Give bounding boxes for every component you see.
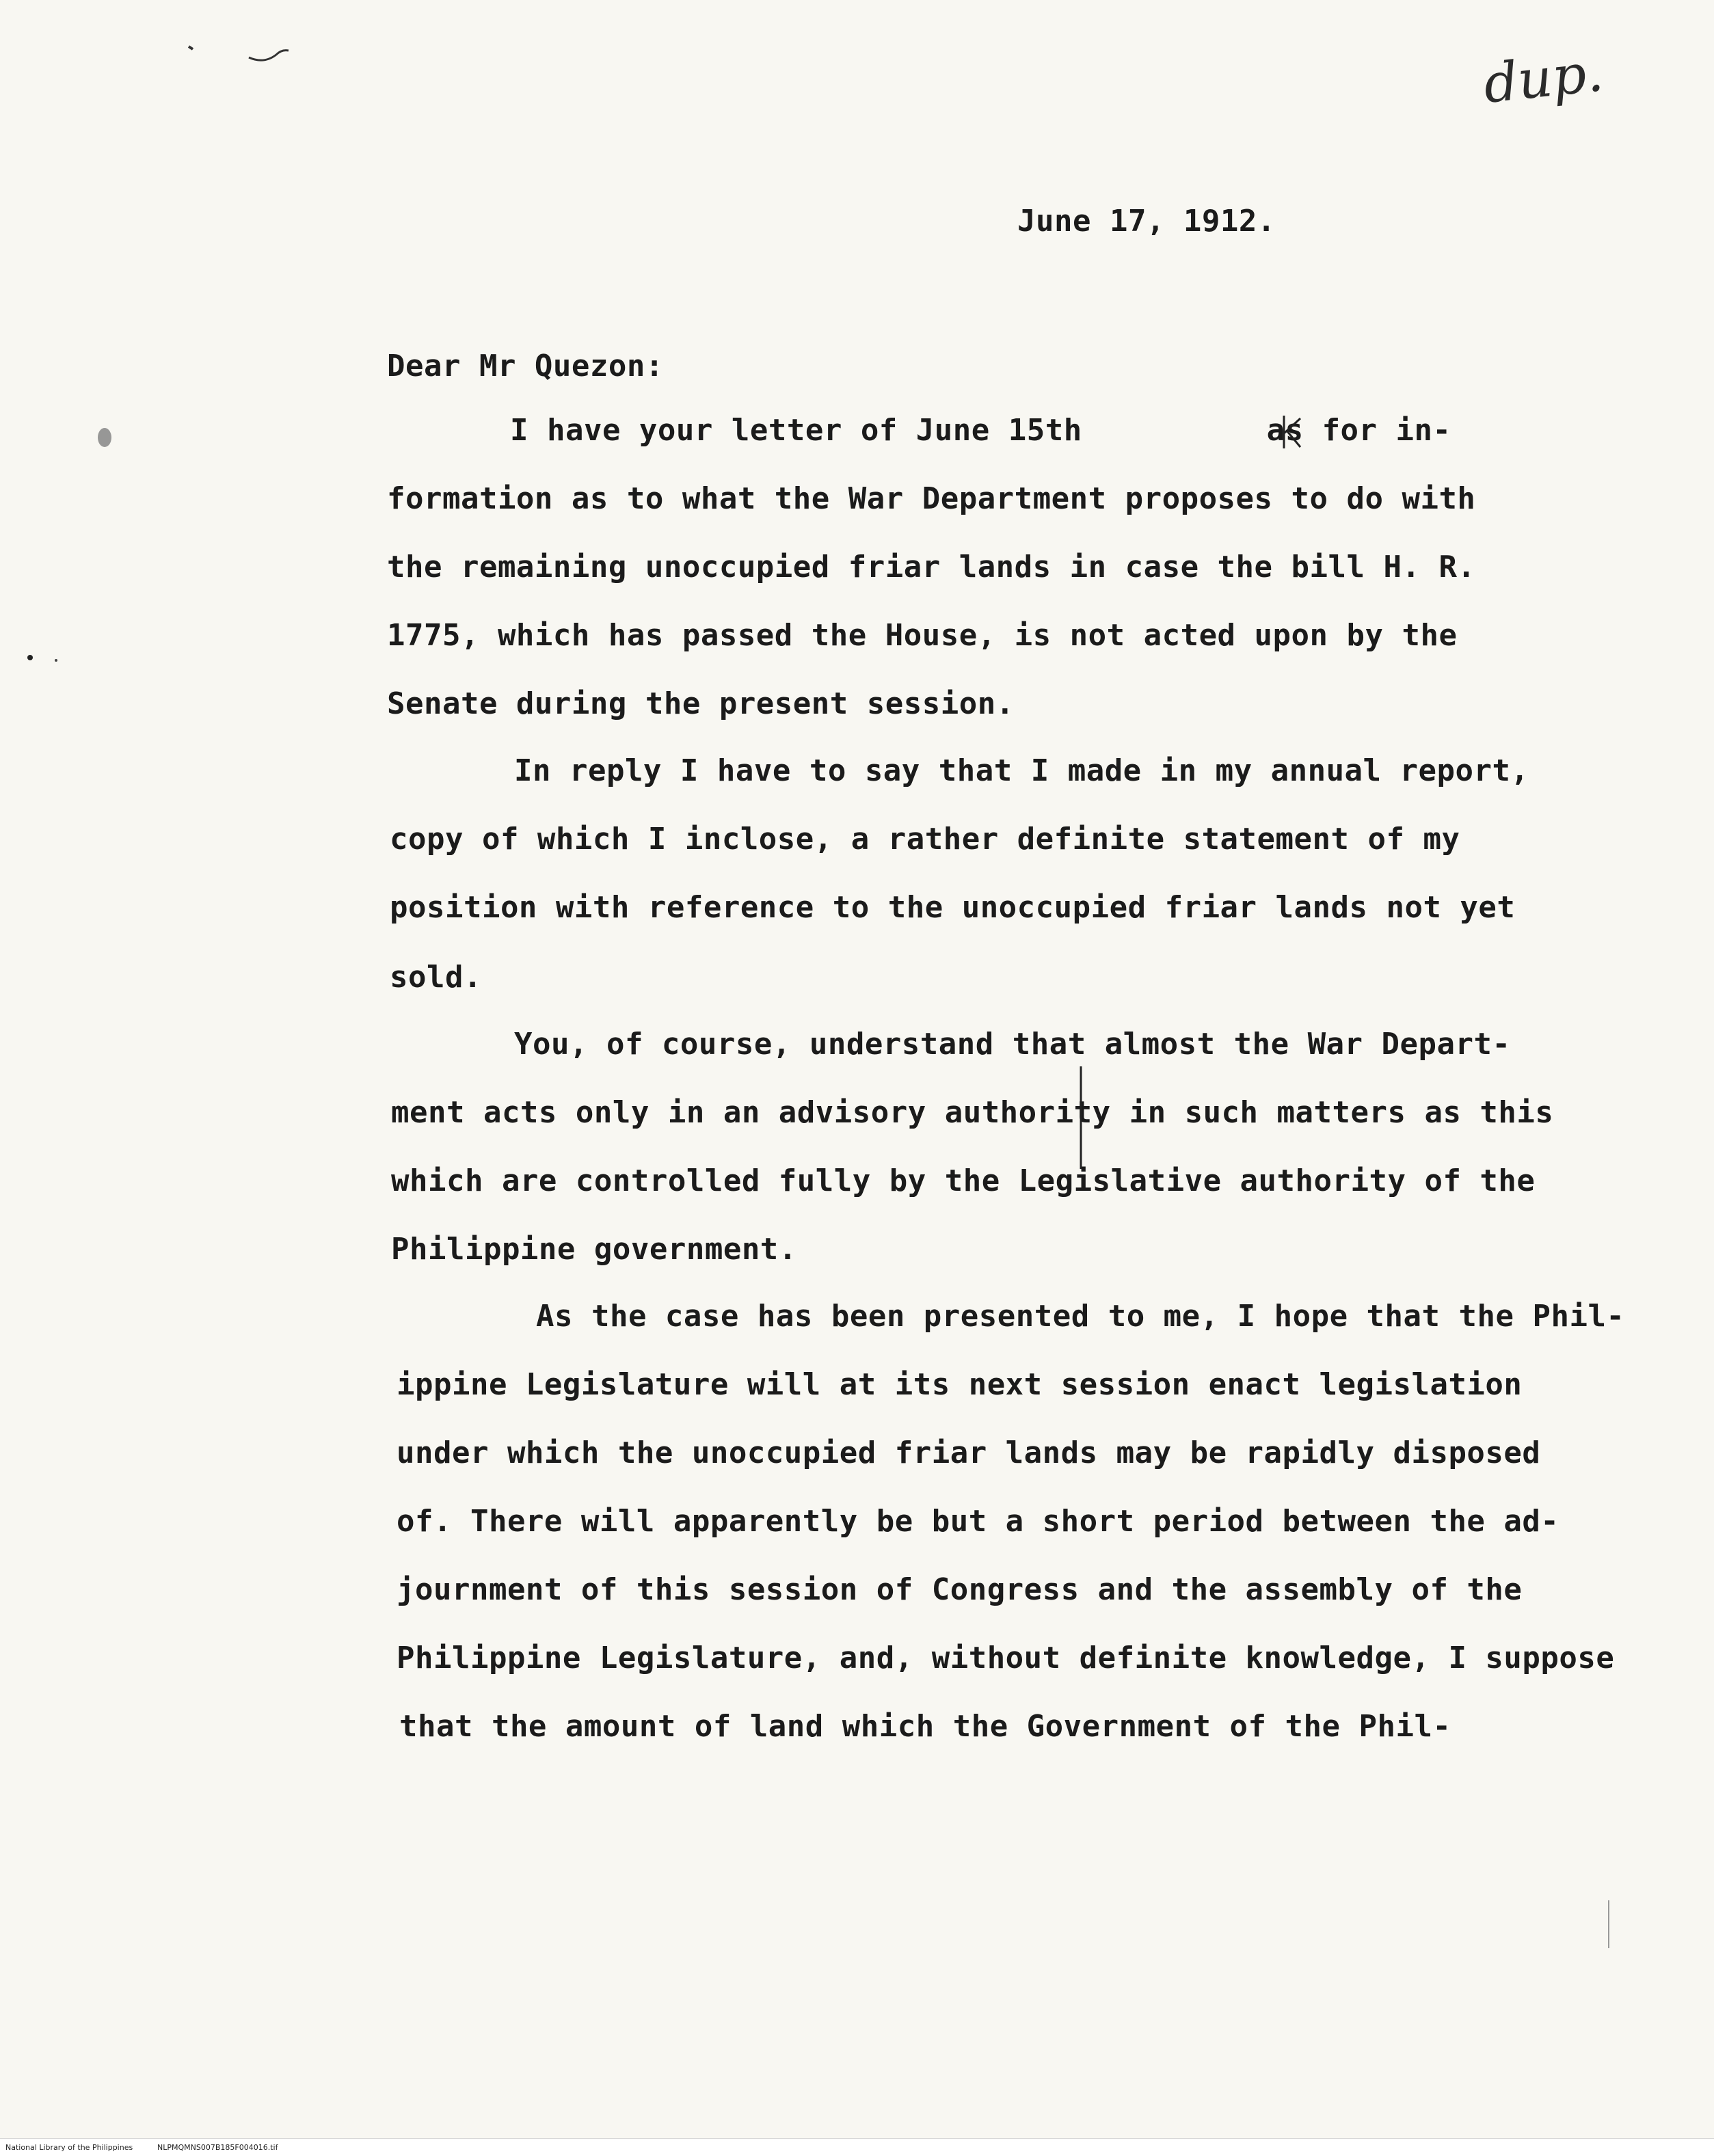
body-line: which are controlled fully by the Legislative authority of the xyxy=(391,1163,1536,1198)
handwritten-correction-k xyxy=(1277,413,1304,451)
body-line: Philippine Legislature, and, without definite knowledge, I suppose xyxy=(397,1641,1615,1675)
body-line: under which the unoccupied friar lands may be rapidly disposed xyxy=(397,1436,1541,1470)
pen-scribble-mark xyxy=(183,34,299,75)
body-line: Philippine government. xyxy=(391,1232,797,1267)
body-line: 1775, which has passed the House, is not acted upon by the xyxy=(387,618,1458,653)
body-line: that the amount of land which the Government of the Phil- xyxy=(399,1709,1451,1744)
body-line: copy of which I inclose, a rather definite statement of my xyxy=(390,822,1460,857)
letter-salutation: Dear Mr Quezon: xyxy=(387,349,664,383)
body-line: formation as to what the War Department proposes to do with xyxy=(387,481,1476,516)
body-line: the remaining unoccupied friar lands in case the bill H. R. xyxy=(387,550,1476,584)
margin-tick xyxy=(1605,1900,1612,1948)
archive-label: National Library of the Philippines xyxy=(5,2143,133,2152)
ink-spot xyxy=(94,424,115,451)
ink-dots xyxy=(25,649,66,670)
body-line: As the case has been presented to me, I hope that the Phil- xyxy=(536,1299,1625,1334)
body-line: You, of course, understand that almost the War Depart- xyxy=(514,1027,1511,1062)
handwritten-insertion-mark xyxy=(1076,1066,1086,1169)
body-line: ment acts only in an advisory authority in such matters as this xyxy=(391,1095,1554,1130)
body-line: In reply I have to say that I made in my annual report, xyxy=(514,753,1529,788)
body-line: Senate during the present session. xyxy=(387,686,1015,721)
body-line: I have your letter of June 15th as for in- xyxy=(510,413,1451,448)
archive-footer xyxy=(0,2138,1714,2156)
handwritten-dup-note: dup. xyxy=(1480,42,1607,116)
body-line: of. There will apparently be but a short period between the ad- xyxy=(397,1504,1559,1539)
body-line: journment of this session of Congress and the assembly of the xyxy=(397,1572,1523,1607)
archive-file-id: NLPMQMNS007B185F004016.tif xyxy=(157,2143,278,2152)
body-line: ippine Legislature will at its next session enact legislation xyxy=(397,1367,1523,1402)
body-line: position with reference to the unoccupied friar lands not yet xyxy=(390,890,1516,925)
letter-date: June 17, 1912. xyxy=(1017,204,1276,239)
body-line: sold. xyxy=(390,960,482,995)
